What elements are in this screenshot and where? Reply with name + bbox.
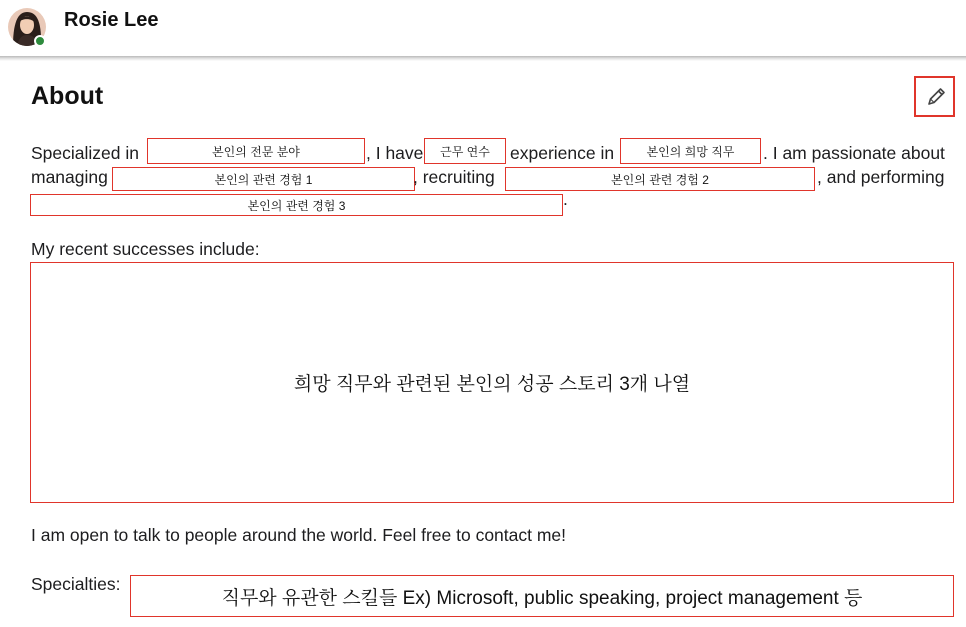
section-title: About: [31, 82, 104, 110]
edit-about-button[interactable]: [914, 76, 955, 117]
about-text: . I am passionate about: [763, 143, 945, 163]
about-text: .: [563, 189, 568, 209]
about-text: Specialized in: [31, 143, 139, 163]
about-text: , recruiting: [413, 167, 495, 187]
user-name[interactable]: Rosie Lee: [64, 9, 159, 31]
contact-text: I am open to talk to people around the world. Feel free to contact me!: [31, 525, 567, 545]
online-status-indicator: [34, 35, 46, 47]
successes-label: My recent successes include:: [31, 239, 260, 259]
about-text: experience in: [510, 143, 615, 163]
specialties-field[interactable]: 직무와 유관한 스킬들 Ex) Microsoft, public speaking, project management 등: [130, 575, 954, 617]
about-text: managing: [31, 167, 108, 187]
years-field[interactable]: 근무 연수: [424, 138, 506, 164]
profile-header: [0, 0, 966, 56]
about-text: , and performing: [817, 167, 945, 187]
specialties-label: Specialties:: [31, 574, 121, 594]
pencil-icon: [925, 86, 947, 108]
specialty-field[interactable]: 본인의 전문 분야: [147, 138, 365, 164]
header-divider: [0, 56, 966, 61]
experience-2-field[interactable]: 본인의 관련 경험 2: [505, 167, 815, 191]
experience-3-field[interactable]: 본인의 관련 경험 3: [30, 194, 563, 216]
experience-1-field[interactable]: 본인의 관련 경험 1: [112, 167, 415, 191]
about-text: , I have: [366, 143, 424, 163]
success-stories-box[interactable]: 희망 직무와 관련된 본인의 성공 스토리 3개 나열: [30, 262, 954, 503]
desired-role-field[interactable]: 본인의 희망 직무: [620, 138, 761, 164]
